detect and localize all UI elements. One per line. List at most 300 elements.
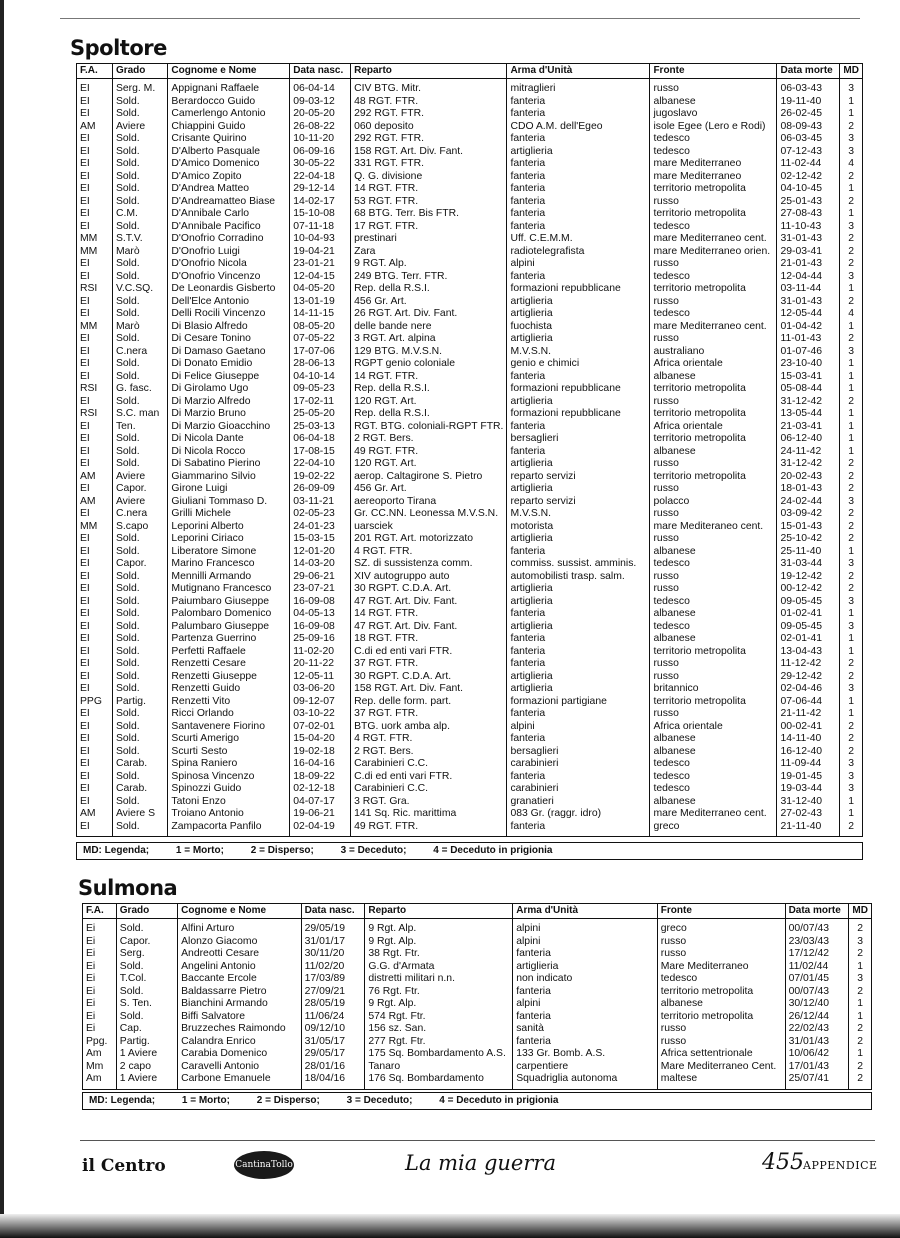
table-cell: 12-04-44	[777, 271, 840, 284]
table-cell: EI	[77, 683, 113, 696]
table-cell: Sold.	[112, 621, 167, 634]
table-cell: 2	[849, 1073, 872, 1089]
column-header: Data morte	[785, 904, 849, 919]
table-cell: tedesco	[650, 596, 777, 609]
table-cell: Am	[83, 1048, 117, 1061]
table-cell: 01-02-41	[777, 608, 840, 621]
table-cell: 129 BTG. M.V.S.N.	[351, 346, 507, 359]
table-cell: Serg. M.	[112, 79, 167, 96]
table-cell: S.T.V.	[112, 233, 167, 246]
table-cell: 4 RGT. FTR.	[351, 546, 507, 559]
table-cell: EI	[77, 358, 113, 371]
table-cell: 23-01-21	[290, 258, 351, 271]
table-cell: PPG	[77, 696, 113, 709]
table-cell: 07-02-01	[290, 721, 351, 734]
table-cell: D'Andrea Matteo	[168, 183, 290, 196]
table-cell: EI	[77, 671, 113, 684]
table-cell: Ppg.	[83, 1036, 117, 1049]
table-cell: 249 BTG. Terr. FTR.	[351, 271, 507, 284]
table-cell: EI	[77, 558, 113, 571]
table-row	[77, 233, 863, 246]
legend-item-1: 1 = Morto;	[175, 845, 224, 856]
table-cell: 133 Gr. Bomb. A.S.	[513, 1048, 658, 1061]
table-cell: 28-06-13	[290, 358, 351, 371]
legend-sulmona	[82, 1092, 872, 1110]
table-row	[77, 808, 863, 821]
table-cell: formazioni partigiane	[507, 696, 650, 709]
table-cell: EI	[77, 783, 113, 796]
table-cell: 25-05-20	[290, 408, 351, 421]
table-cell: territorio metropolita	[650, 208, 777, 221]
table-cell: 11-12-42	[777, 658, 840, 671]
table-row	[77, 408, 863, 421]
table-cell: Baccante Ercole	[178, 973, 302, 986]
table-cell: 26-02-45	[777, 108, 840, 121]
table-cell: EI	[77, 308, 113, 321]
table-cell: bersaglieri	[507, 746, 650, 759]
table-cell: C.di ed enti vari FTR.	[351, 771, 507, 784]
table-cell: Leporini Ciriaco	[168, 533, 290, 546]
table-cell: 29-12-14	[290, 183, 351, 196]
table-row	[83, 1061, 872, 1074]
table-cell: fanteria	[507, 821, 650, 837]
table-cell: 11/02/20	[301, 961, 365, 974]
table-cell: 9 Rgt. Alp.	[365, 936, 513, 949]
table-cell: Ei	[83, 998, 117, 1011]
table-cell: De Leonardis Gisberto	[168, 283, 290, 296]
table-row	[77, 158, 863, 171]
table-cell: EI	[77, 633, 113, 646]
footer-rule	[80, 1140, 875, 1141]
table-cell: 11-02-44	[777, 158, 840, 171]
table-cell: EI	[77, 458, 113, 471]
table-cell: 03-06-20	[290, 683, 351, 696]
table-cell: 31/01/43	[785, 1036, 849, 1049]
table-cell: automobilisti trasp. salm.	[507, 571, 650, 584]
table-cell: aereoporto Tirana	[351, 496, 507, 509]
table-cell: 29-06-21	[290, 571, 351, 584]
table-cell: 2	[849, 919, 872, 936]
table-cell: albanese	[650, 96, 777, 109]
table-cell: EI	[77, 758, 113, 771]
table-cell: 04-10-45	[777, 183, 840, 196]
table-cell: Santavenere Fiorino	[168, 721, 290, 734]
legend-item-4: 4 = Deceduto in prigionia	[433, 845, 553, 856]
table-cell: 1	[840, 808, 863, 821]
table-cell: 19-04-21	[290, 246, 351, 259]
table-cell: 06-03-45	[777, 133, 840, 146]
table-cell: Renzetti Cesare	[168, 658, 290, 671]
table-cell: 09-05-23	[290, 383, 351, 396]
table-cell: 2	[840, 821, 863, 837]
table-cell: EI	[77, 271, 113, 284]
table-cell: EI	[77, 108, 113, 121]
table-cell: RGPT genio coloniale	[351, 358, 507, 371]
table-cell: 574 Rgt. Ftr.	[365, 1011, 513, 1024]
table-cell: 2	[840, 171, 863, 184]
table-cell: fanteria	[507, 608, 650, 621]
table-cell: 21-11-40	[777, 821, 840, 837]
table-cell: Sold.	[112, 396, 167, 409]
column-header: Grado	[112, 64, 167, 79]
table-cell: fanteria	[507, 771, 650, 784]
table-cell: 1	[849, 1048, 872, 1061]
table-row	[77, 171, 863, 184]
table-cell: 23-07-21	[290, 583, 351, 596]
table-cell: EI	[77, 258, 113, 271]
table-row	[77, 546, 863, 559]
table-cell: 1	[840, 283, 863, 296]
table-cell: 38 Rgt. Ftr.	[365, 948, 513, 961]
table-cell: Aviere	[112, 121, 167, 134]
table-cell: 12-05-44	[777, 308, 840, 321]
column-header: Fronte	[657, 904, 785, 919]
table-cell: Carab.	[112, 783, 167, 796]
table-row	[77, 133, 863, 146]
table-cell: 1	[840, 108, 863, 121]
table-cell: 3	[840, 133, 863, 146]
table-row	[77, 621, 863, 634]
table-cell: territorio metropolita	[650, 283, 777, 296]
table-cell: EI	[77, 571, 113, 584]
table-cell: EI	[77, 371, 113, 384]
table-cell: D'Amico Domenico	[168, 158, 290, 171]
table-cell: bersaglieri	[507, 433, 650, 446]
table-cell: 3 RGT. Gra.	[351, 796, 507, 809]
legend-item-1: 1 = Morto;	[181, 1095, 230, 1106]
table-cell: 1 Aviere	[116, 1048, 177, 1061]
table-cell: russo	[650, 333, 777, 346]
table-cell: CIV BTG. Mitr.	[351, 79, 507, 96]
table-cell: Sold.	[112, 608, 167, 621]
table-cell: albanese	[650, 446, 777, 459]
table-cell: 01-07-46	[777, 346, 840, 359]
newspaper-name: il Centro	[82, 1156, 166, 1176]
table-cell: 31-12-42	[777, 396, 840, 409]
table-row	[77, 396, 863, 409]
column-header: Fronte	[650, 64, 777, 79]
table-cell: 2 capo	[116, 1061, 177, 1074]
table-cell: 27-02-43	[777, 808, 840, 821]
table-cell: 15-01-43	[777, 521, 840, 534]
table-cell: Biffi Salvatore	[178, 1011, 302, 1024]
table-cell: 29/05/17	[301, 1048, 365, 1061]
table-row	[77, 533, 863, 546]
table-cell: 03-11-44	[777, 283, 840, 296]
table-row	[83, 1023, 872, 1036]
table-cell: Africa orientale	[650, 358, 777, 371]
table-cell: artiglieria	[507, 533, 650, 546]
table-cell: EI	[77, 183, 113, 196]
table-cell: 18-01-43	[777, 483, 840, 496]
table-cell: fanteria	[513, 986, 658, 999]
table-row	[77, 796, 863, 809]
table-row	[77, 646, 863, 659]
table-cell: Bruzzeches Raimondo	[178, 1023, 302, 1036]
table-cell: 14-11-15	[290, 308, 351, 321]
table-cell: EI	[77, 221, 113, 234]
table-cell: mare Mediterraneo	[650, 158, 777, 171]
table-cell: Sold.	[116, 919, 177, 936]
table-cell: 2	[840, 196, 863, 209]
table-cell: 2	[840, 396, 863, 409]
table-cell: fanteria	[507, 546, 650, 559]
table-row	[77, 508, 863, 521]
table-cell: 00-02-41	[777, 721, 840, 734]
table-cell: EI	[77, 296, 113, 309]
table-cell: EI	[77, 333, 113, 346]
legend-spoltore	[76, 842, 863, 860]
table-cell: 2	[840, 583, 863, 596]
table-row	[83, 961, 872, 974]
table-cell: carpentiere	[513, 1061, 658, 1074]
table-cell: 2	[840, 721, 863, 734]
table-cell: Palombaro Domenico	[168, 608, 290, 621]
table-cell: 15-03-41	[777, 371, 840, 384]
table-cell: 1	[840, 183, 863, 196]
table-cell: 20-02-43	[777, 471, 840, 484]
table-cell: EI	[77, 596, 113, 609]
table-row	[77, 496, 863, 509]
table-cell: SZ. di sussistenza comm.	[351, 558, 507, 571]
table-cell: 2	[840, 521, 863, 534]
table-cell: Africa orientale	[650, 421, 777, 434]
table-cell: maltese	[657, 1073, 785, 1089]
table-cell: Camerlengo Antonio	[168, 108, 290, 121]
table-cell: territorio metropolita	[650, 646, 777, 659]
table-cell: Liberatore Simone	[168, 546, 290, 559]
table-cell: territorio metropolita	[657, 1011, 785, 1024]
legend-title: MD: Legenda;	[83, 845, 150, 856]
table-cell: 06-04-14	[290, 79, 351, 96]
table-cell: 48 RGT. FTR.	[351, 96, 507, 109]
table-cell: Mare Mediterraneo	[657, 961, 785, 974]
table-cell: D'Onofrio Vincenzo	[168, 271, 290, 284]
table-cell: 3	[840, 683, 863, 696]
table-cell: 12-05-11	[290, 671, 351, 684]
table-cell: Sold.	[112, 183, 167, 196]
table-cell: Sold.	[112, 821, 167, 837]
scan-edge	[0, 0, 4, 1238]
table-row	[77, 596, 863, 609]
table-cell: 31-03-44	[777, 558, 840, 571]
table-cell: Baldassarre Pietro	[178, 986, 302, 999]
table-cell: 2 RGT. Bers.	[351, 746, 507, 759]
table-cell: C.M.	[112, 208, 167, 221]
table-cell: 17-08-15	[290, 446, 351, 459]
table-cell: Marò	[112, 321, 167, 334]
column-header: MD	[840, 64, 863, 79]
table-cell: Sold.	[112, 658, 167, 671]
table-cell: alpini	[513, 936, 658, 949]
table-cell: Di Marzio Alfredo	[168, 396, 290, 409]
table-cell: 21-03-41	[777, 421, 840, 434]
table-cell: 16-09-08	[290, 596, 351, 609]
table-cell: RSI	[77, 383, 113, 396]
table-cell: 00/07/43	[785, 919, 849, 936]
table-row	[77, 271, 863, 284]
table-cell: territorio metropolita	[650, 471, 777, 484]
table-cell: Mennilli Armando	[168, 571, 290, 584]
table-cell: 25-09-16	[290, 633, 351, 646]
table-row	[77, 96, 863, 109]
table-cell: Berardocco Guido	[168, 96, 290, 109]
table-cell: alpini	[513, 919, 658, 936]
table-cell: 07-12-43	[777, 146, 840, 159]
table-cell: 331 RGT. FTR.	[351, 158, 507, 171]
table-cell: 37 RGT. FTR.	[351, 658, 507, 671]
table-cell: territorio metropolita	[650, 383, 777, 396]
table-cell: Sold.	[112, 683, 167, 696]
table-cell: Ei	[83, 1023, 117, 1036]
legend-item-3: 3 = Deceduto;	[346, 1095, 413, 1106]
table-row	[77, 458, 863, 471]
table-cell: 9 RGT. Alp.	[351, 258, 507, 271]
table-cell: Troiano Antonio	[168, 808, 290, 821]
table-cell: fanteria	[507, 158, 650, 171]
table-cell: 30-05-22	[290, 158, 351, 171]
table-cell: delle bande nere	[351, 321, 507, 334]
table-cell: 29-03-41	[777, 246, 840, 259]
table-cell: fanteria	[507, 733, 650, 746]
table-cell: 02-05-23	[290, 508, 351, 521]
table-cell: distretti militari n.n.	[365, 973, 513, 986]
table-cell: Renzetti Guido	[168, 683, 290, 696]
table-row	[77, 446, 863, 459]
table-cell: Giammarino Silvio	[168, 471, 290, 484]
table-cell: Spinozzi Guido	[168, 783, 290, 796]
table-row	[83, 948, 872, 961]
table-cell: Di Damaso Gaetano	[168, 346, 290, 359]
table-cell: 25/07/41	[785, 1073, 849, 1089]
table-cell: Sold.	[112, 646, 167, 659]
table-cell: 02-04-19	[290, 821, 351, 837]
table-cell: tedesco	[650, 758, 777, 771]
table-cell: 1	[849, 961, 872, 974]
table-cell: 18/04/16	[301, 1073, 365, 1089]
table-cell: 04-07-17	[290, 796, 351, 809]
table-cell: 19-06-21	[290, 808, 351, 821]
table-cell: tedesco	[650, 308, 777, 321]
column-header: Reparto	[351, 64, 507, 79]
table-cell: 04-05-13	[290, 608, 351, 621]
table-cell: fanteria	[507, 183, 650, 196]
table-cell: fanteria	[507, 221, 650, 234]
table-row	[77, 696, 863, 709]
table-cell: EI	[77, 796, 113, 809]
table-cell: 13-04-43	[777, 646, 840, 659]
table-row	[83, 936, 872, 949]
table-cell: russo	[650, 583, 777, 596]
legend-item-2: 2 = Disperso;	[256, 1095, 320, 1106]
table-cell: Sold.	[112, 533, 167, 546]
column-header: Cognome e Nome	[168, 64, 290, 79]
table-cell: albanese	[650, 608, 777, 621]
table-cell: fanteria	[507, 658, 650, 671]
table-cell: 3	[840, 783, 863, 796]
table-cell: artiglieria	[513, 961, 658, 974]
column-header: Data nasc.	[290, 64, 351, 79]
table-cell: Sold.	[112, 96, 167, 109]
appendix-label: APPENDICE	[803, 1159, 878, 1172]
table-cell: fanteria	[507, 196, 650, 209]
table-cell: Sold.	[112, 133, 167, 146]
table-cell: 3	[840, 221, 863, 234]
table-cell: 26 RGT. Art. Div. Fant.	[351, 308, 507, 321]
table-cell: fanteria	[507, 633, 650, 646]
table-cell: 31/05/17	[301, 1036, 365, 1049]
table-row	[77, 483, 863, 496]
table-row	[77, 108, 863, 121]
table-cell: 2	[849, 1036, 872, 1049]
table-cell: 00-12-42	[777, 583, 840, 596]
table-cell: 10/06/42	[785, 1048, 849, 1061]
table-cell: 47 RGT. Art. Div. Fant.	[351, 621, 507, 634]
table-row	[77, 283, 863, 296]
table-cell: Carabia Domenico	[178, 1048, 302, 1061]
table-cell: EI	[77, 721, 113, 734]
table-cell: Sold.	[116, 961, 177, 974]
table-cell: 120 RGT. Art.	[351, 396, 507, 409]
table-cell: genio e chimici	[507, 358, 650, 371]
table-cell: 31-01-43	[777, 296, 840, 309]
table-cell: russo	[650, 671, 777, 684]
table-cell: MM	[77, 246, 113, 259]
table-cell: D'Annibale Pacifico	[168, 221, 290, 234]
table-row	[83, 919, 872, 936]
table-row	[83, 986, 872, 999]
table-cell: 1	[840, 96, 863, 109]
table-cell: EI	[77, 658, 113, 671]
table-cell: Sold.	[112, 446, 167, 459]
table-row	[83, 1073, 872, 1089]
table-cell: 31/01/17	[301, 936, 365, 949]
table-cell: 03-09-42	[777, 508, 840, 521]
table-cell: 1	[840, 208, 863, 221]
table-row	[83, 998, 872, 1011]
table-cell: russo	[650, 258, 777, 271]
table-cell: 3	[840, 771, 863, 784]
table-cell: fanteria	[507, 446, 650, 459]
table-cell: russo	[650, 296, 777, 309]
table-cell: 4	[840, 308, 863, 321]
table-cell: albanese	[650, 371, 777, 384]
table-cell: mare Mediterraneo orien.	[650, 246, 777, 259]
table-cell: 07-06-44	[777, 696, 840, 709]
table-cell: EI	[77, 733, 113, 746]
table-row	[77, 558, 863, 571]
table-cell: 456 Gr. Art.	[351, 483, 507, 496]
table-cell: russo	[650, 79, 777, 96]
table-cell: Palumbaro Giuseppe	[168, 621, 290, 634]
table-cell: 49 RGT. FTR.	[351, 821, 507, 837]
table-cell: 3	[840, 271, 863, 284]
table-cell: 02-12-42	[777, 171, 840, 184]
table-cell: 1	[840, 321, 863, 334]
table-cell: 11-01-43	[777, 333, 840, 346]
table-cell: 06-12-40	[777, 433, 840, 446]
table-row	[77, 308, 863, 321]
table-cell: 25-11-40	[777, 546, 840, 559]
table-row	[77, 246, 863, 259]
table-cell: EI	[77, 79, 113, 96]
table-cell: 201 RGT. Art. motorizzato	[351, 533, 507, 546]
table-cell: 21-01-43	[777, 258, 840, 271]
table-cell: aerop. Caltagirone S. Pietro	[351, 471, 507, 484]
table-cell: artiglieria	[507, 333, 650, 346]
page-number: 455	[762, 1150, 804, 1175]
table-cell: 2	[840, 746, 863, 759]
